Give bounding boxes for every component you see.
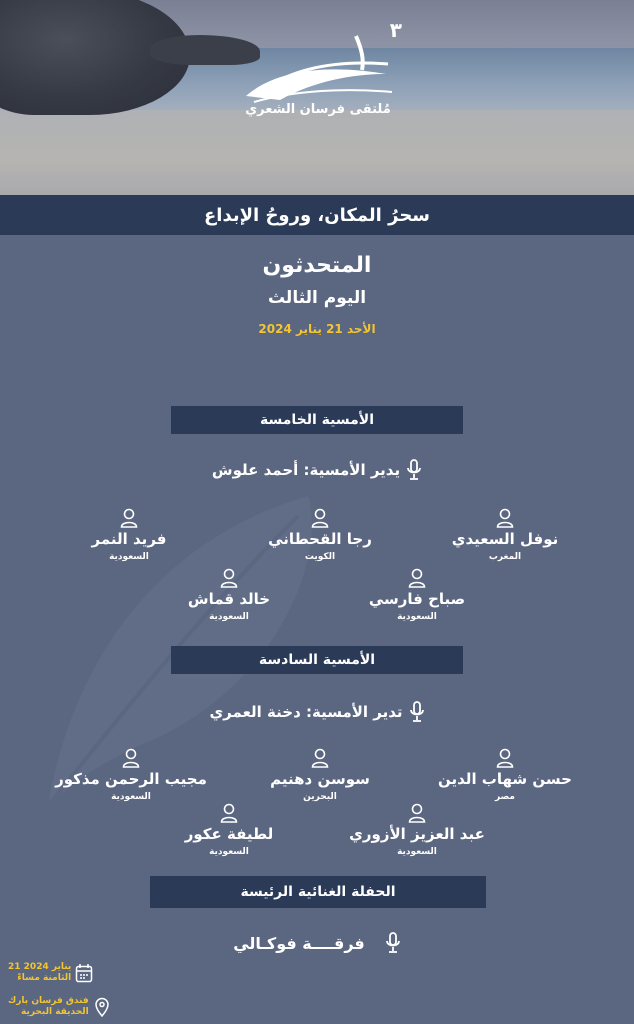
date-label: الأحد 21 يناير 2024 — [258, 322, 376, 336]
speaker-name: لطيفة عكور — [184, 825, 274, 843]
calendar-icon — [75, 963, 93, 983]
footer-date-line2: الثامنة مساءً — [17, 973, 72, 983]
concert-title: الحفلة الغنائية الرئيسة — [150, 876, 486, 908]
mic-icon — [406, 459, 422, 481]
speaker-country: السعودية — [209, 847, 249, 857]
speaker-name: عبد العزيز الأزوري — [349, 825, 485, 843]
speaker-card — [420, 748, 590, 802]
edition-number: ٣ — [389, 18, 402, 42]
speaker-card — [235, 748, 405, 802]
person-icon — [311, 508, 329, 528]
speaker-country: السعودية — [109, 552, 149, 562]
speaker-card — [332, 803, 502, 857]
speaker-country: السعودية — [111, 792, 151, 802]
person-icon — [496, 508, 514, 528]
speaker-card — [44, 508, 214, 562]
wave-logo-icon — [236, 30, 396, 112]
speaker-name: نوفل السعيدي — [451, 530, 559, 548]
festival-logo — [228, 14, 408, 124]
footer-date — [8, 962, 93, 984]
band-row — [0, 932, 634, 954]
speaker-name: حسن شهاب الدين — [438, 770, 572, 788]
person-icon — [408, 568, 426, 588]
day-label: اليوم الثالث — [267, 288, 367, 308]
footer-venue-line1: فندق فرسان بارك — [8, 996, 89, 1006]
person-icon — [220, 803, 238, 823]
footer-venue-line2: الحديقة البحرية — [21, 1007, 89, 1017]
moderator-text: تدير الأمسية: دخنة العمري — [209, 703, 403, 721]
speaker-name: خالد قماش — [187, 590, 271, 608]
speaker-card — [332, 568, 502, 622]
speaker-country: الكويت — [304, 552, 336, 562]
speaker-country: السعودية — [397, 612, 437, 622]
speaker-country: البحرين — [303, 792, 337, 802]
evening6-title: الأمسية السادسة — [171, 646, 463, 674]
speaker-card — [144, 568, 314, 622]
page-title: المتحدثون — [262, 253, 372, 278]
speaker-country: السعودية — [209, 612, 249, 622]
speaker-country: مصر — [494, 792, 516, 802]
speaker-name: فريد النمر — [91, 530, 167, 548]
location-pin-icon — [93, 997, 111, 1017]
speaker-name: سوسن دهنيم — [270, 770, 370, 788]
footer-date-line1: 21 يناير 2024 — [8, 962, 72, 972]
band-name: فرقــــة فوكـالي — [233, 933, 365, 953]
person-icon — [408, 803, 426, 823]
speaker-name: رجا القحطاني — [268, 530, 372, 548]
speaker-card — [420, 508, 590, 562]
speaker-country: المغرب — [488, 552, 522, 562]
moderator-text: يدير الأمسية: أحمد علوش — [211, 461, 401, 479]
mic-icon — [409, 701, 425, 723]
person-icon — [122, 748, 140, 768]
slogan-banner: سحرُ المكان، وروحُ الإبداع — [0, 195, 634, 235]
speaker-name: مجيب الرحمن مذكور — [55, 770, 207, 788]
person-icon — [120, 508, 138, 528]
speaker-country: السعودية — [397, 847, 437, 857]
speaker-card — [46, 748, 216, 802]
speaker-name: صباح فارسي — [368, 590, 466, 608]
logo-caption: مُلتقى فرسان الشعري — [245, 102, 391, 117]
person-icon — [311, 748, 329, 768]
footer-venue — [8, 996, 111, 1018]
evening5-title: الأمسية الخامسة — [171, 406, 463, 434]
hero-image — [0, 0, 634, 195]
person-icon — [496, 748, 514, 768]
speaker-card — [235, 508, 405, 562]
evening6-moderator — [0, 701, 634, 723]
mic-icon — [385, 932, 401, 954]
speaker-card — [144, 803, 314, 857]
evening5-moderator — [0, 459, 634, 481]
person-icon — [220, 568, 238, 588]
